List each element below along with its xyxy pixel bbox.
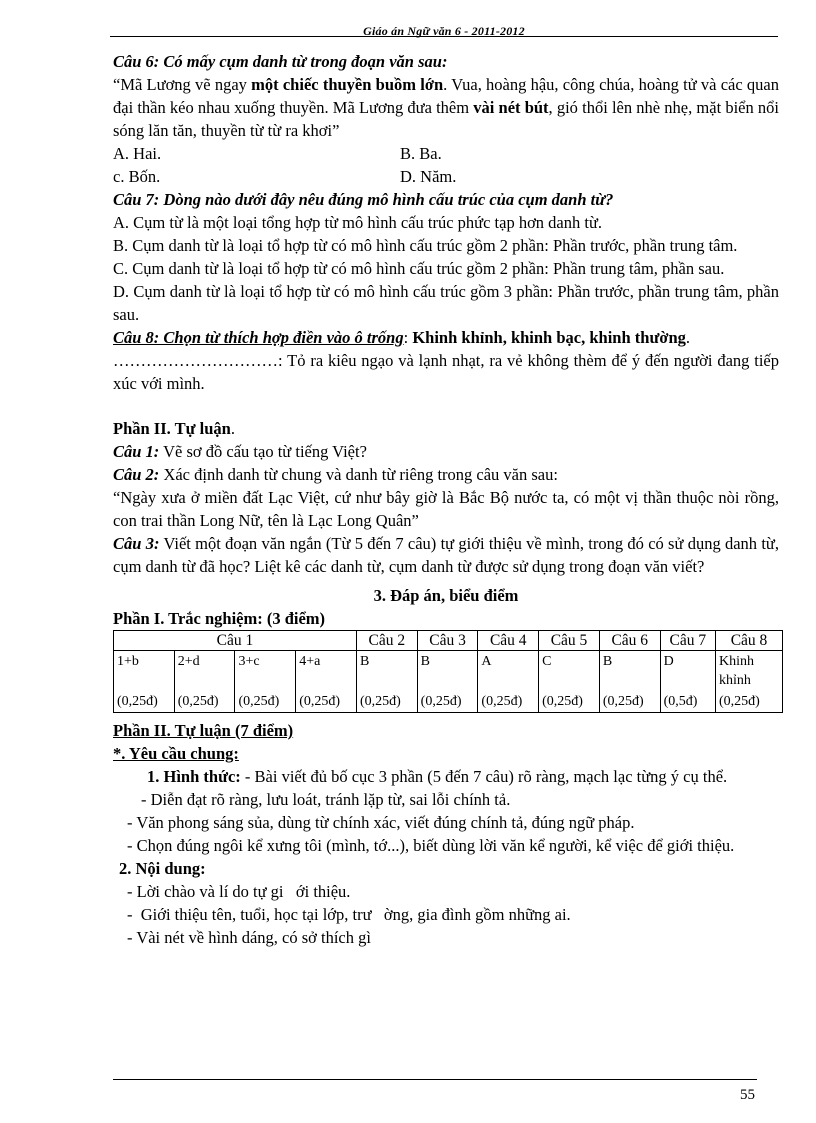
quote-bold-phrase: một chiếc thuyền buồm lớn xyxy=(251,75,444,94)
answer-cell xyxy=(539,651,600,713)
score-value: (0,25đ) xyxy=(359,694,401,709)
table-header-cell: Câu 8 xyxy=(716,631,783,651)
score-value: (0,25đ) xyxy=(719,694,760,709)
score-value: (0,25đ) xyxy=(299,694,341,709)
question-6-options-row-2 xyxy=(113,165,779,188)
answer-value: Khinh khỉnh xyxy=(719,654,754,688)
answer-cell xyxy=(356,651,417,713)
quote-text: “Mã Lương vẽ ngay xyxy=(113,75,252,94)
essay-question-2 xyxy=(113,463,779,486)
table-header-cell: Câu 7 xyxy=(660,631,715,651)
form-requirement xyxy=(113,765,779,788)
form-item: - Văn phong sáng sủa, dùng từ chính xác, viết đúng chính tả, đúng ngữ pháp. xyxy=(127,813,635,832)
question-7-label: Câu 7: Dòng nào dưới đây nêu đúng mô hình cấu trúc của cụm danh từ? xyxy=(113,190,614,209)
table-header-cell: Câu 1 xyxy=(114,631,357,651)
page-number: 55 xyxy=(740,1087,755,1103)
header-divider xyxy=(110,36,778,37)
score-value: (0,25đ) xyxy=(177,694,219,709)
answer-cell xyxy=(235,651,296,713)
answers-heading: 3. Đáp án, biểu điểm xyxy=(373,586,519,605)
answers-part-1-title: Phần I. Trắc nghiệm: (3 điểm) xyxy=(113,609,326,628)
answer-value: 4+a xyxy=(299,654,321,669)
content-item: - Vài nét về hình dáng, có sở thích gì xyxy=(127,928,371,947)
score-value: (0,25đ) xyxy=(420,694,462,709)
colon: : xyxy=(403,328,413,347)
period: . xyxy=(685,328,691,347)
answer-value: B xyxy=(359,654,370,669)
quote-text: . Vua, hoàng hậu, công chúa, hoàng tử và các quan đại thần kéo nhau xuống thuyền. Mã Lương đưa thêm xyxy=(113,75,779,117)
option-b: B. Ba. xyxy=(400,144,442,163)
table-row xyxy=(114,651,783,713)
option-a: A. Hai. xyxy=(113,144,162,163)
option-a: A. Cụm từ là một loại tổng hợp từ mô hình cấu trúc phức tạp hơn danh từ. xyxy=(113,213,603,232)
score-value: (0,25đ) xyxy=(481,694,523,709)
table-header-cell: Câu 2 xyxy=(356,631,417,651)
score-value: (0,25đ) xyxy=(238,694,280,709)
header-title: Giáo án Ngữ văn 6 - 2011-2012 xyxy=(363,24,525,38)
option-d: D. Năm. xyxy=(400,167,457,186)
table-header-cell: Câu 4 xyxy=(478,631,539,651)
document-body xyxy=(113,50,779,949)
essay-question-1-text: Vẽ sơ đồ cấu tạo từ tiếng Việt? xyxy=(159,442,367,461)
score-value: (0,5đ) xyxy=(663,694,698,709)
option-c: c. Bốn. xyxy=(113,167,161,186)
table-header-cell: Câu 6 xyxy=(599,631,660,651)
answer-cell xyxy=(660,651,715,713)
general-requirements-title: *. Yêu cầu chung: xyxy=(113,744,239,763)
answer-cell xyxy=(716,651,783,713)
answer-value: C xyxy=(542,654,552,669)
table-header-cell: Câu 5 xyxy=(539,631,600,651)
part-2-title xyxy=(113,417,779,440)
quote-text: , gió thổi lên nhè nhẹ, mặt biển nổi sóng lăn tăn, thuyền từ từ ra khơi” xyxy=(113,98,779,140)
answer-value: D xyxy=(663,654,674,669)
answer-value: 1+b xyxy=(117,654,139,669)
answer-cell xyxy=(478,651,539,713)
essay-question-3-text: Viết một đoạn văn ngắn (Từ 5 đến 7 câu) tự giới thiệu về mình, trong đó có sử dụng danh từ, cụm danh từ đã học? Liệt kê các danh từ, cụm danh từ được sử dụng trong đoạn văn viết? xyxy=(113,534,779,576)
period: . xyxy=(230,419,235,438)
answer-value: 2+d xyxy=(177,654,200,669)
essay-question-2-quote: “Ngày xưa ở miền đất Lạc Việt, cứ như bây giờ là Bắc Bộ nước ta, có một vị thần thuộc nòi rồng, con trai thần Long Nữ, tên là Lạc Long Quân” xyxy=(113,488,779,530)
option-d: D. Cụm danh từ là loại tổ hợp từ có mô hình cấu trúc gồm 3 phần: Phần trước, phần trung tâm, phần sau. xyxy=(113,282,779,324)
option-c: C. Cụm danh từ là loại tổ hợp từ có mô hình cấu trúc gồm 2 phần: Phần trung tâm, phần sau. xyxy=(113,259,725,278)
quote-bold-phrase: vài nét bút xyxy=(473,98,549,117)
essay-question-3-label: Câu 3: xyxy=(113,534,160,553)
score-value: (0,25đ) xyxy=(117,694,158,709)
question-8-words: Khinh khỉnh, khinh bạc, khinh thường xyxy=(412,328,686,347)
content-item: - Giới thiệu tên, tuổi, học tại lớp, trư ờng, gia đình gồm những ai. xyxy=(127,905,571,924)
essay-question-2-text: Xác định danh từ chung và danh từ riêng trong câu văn sau: xyxy=(159,465,558,484)
question-8-blank: …………………………: Tỏ ra kiêu ngạo và lạnh nhạt, ra vẻ không thèm để ý đến người đang tiếp xúc với mình. xyxy=(113,351,779,393)
form-label: 1. Hình thức: xyxy=(147,767,241,786)
question-6-label: Câu 6: Có mấy cụm danh từ trong đoạn văn sau: xyxy=(113,52,448,71)
answer-value: B xyxy=(420,654,431,669)
essay-question-3 xyxy=(113,532,779,578)
answer-value: 3+c xyxy=(238,654,260,669)
table-header-cell: Câu 3 xyxy=(417,631,478,651)
answers-part-2-title: Phần II. Tự luận (7 điểm) xyxy=(113,721,294,740)
score-value: (0,25đ) xyxy=(602,694,644,709)
answer-cell xyxy=(114,651,175,713)
essay-question-2-label: Câu 2: xyxy=(113,465,160,484)
score-value: (0,25đ) xyxy=(542,694,583,709)
table-header-row xyxy=(114,631,783,651)
answer-cell xyxy=(296,651,357,713)
form-item: - Diễn đạt rõ ràng, lưu loát, tránh lặp từ, sai lỗi chính tả. xyxy=(141,790,511,809)
content-item: - Lời chào và lí do tự gi ới thiệu. xyxy=(127,882,351,901)
footer-divider xyxy=(113,1079,757,1080)
essay-question-1 xyxy=(113,440,779,463)
part-2-title-text: Phần II. Tự luận xyxy=(113,419,231,438)
answer-cell xyxy=(174,651,235,713)
question-8-title: Câu 8: Chọn từ thích hợp điền vào ô trống xyxy=(113,328,404,347)
option-b: B. Cụm danh từ là loại tổ hợp từ có mô hình cấu trúc gồm 2 phần: Phần trước, phần trung tâm. xyxy=(113,236,738,255)
content-requirement-title: 2. Nội dung: xyxy=(119,859,206,878)
form-item: - Chọn đúng ngôi kể xưng tôi (mình, tớ...), biết dùng lời văn kể người, kể việc để giới thiệu. xyxy=(127,836,735,855)
answer-table xyxy=(113,630,783,713)
essay-question-1-label: Câu 1: xyxy=(113,442,160,461)
question-8-label xyxy=(113,326,779,349)
question-6-quote xyxy=(113,73,779,142)
answer-value: A xyxy=(481,654,492,669)
question-6-options-row-1 xyxy=(113,142,779,165)
spacer xyxy=(113,395,779,417)
form-text: - Bài viết đủ bố cục 3 phần (5 đến 7 câu) rõ ràng, mạch lạc từng ý cụ thể. xyxy=(240,767,728,786)
answer-cell xyxy=(599,651,660,713)
answer-cell xyxy=(417,651,478,713)
answer-value: B xyxy=(602,654,613,669)
